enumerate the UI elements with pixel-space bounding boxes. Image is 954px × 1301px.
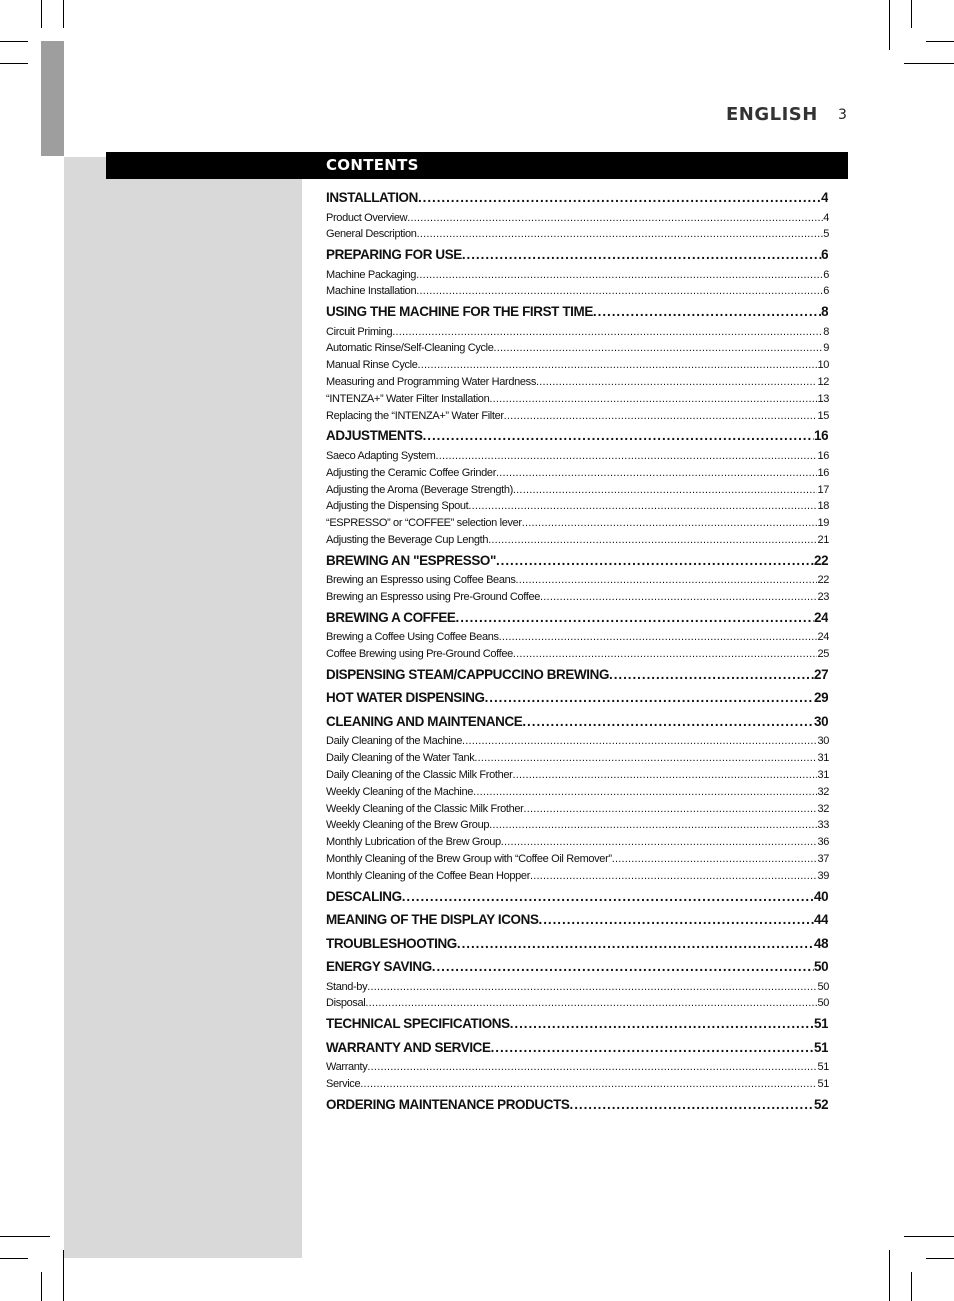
toc-section-page: 50 [813, 958, 829, 975]
crop-mark [889, 0, 890, 50]
toc-section[interactable] [326, 1036, 828, 1060]
toc-section-page: 30 [813, 712, 829, 729]
toc-section-page: 48 [813, 934, 829, 951]
toc-section[interactable] [326, 606, 828, 630]
toc-entry-title: Saeco Adapting System [326, 449, 436, 462]
toc-entry-page: 50 [817, 980, 829, 993]
toc-entry-page: 25 [817, 648, 829, 661]
table-of-contents [326, 186, 829, 1116]
toc-entry[interactable] [326, 408, 829, 425]
dot-leader [593, 300, 821, 324]
toc-entry-page: 51 [817, 1078, 829, 1090]
toc-entry-title: Replacing the “INTENZA+” Water Filter [326, 409, 504, 422]
dot-leader [418, 186, 821, 210]
toc-entry-title: Daily Cleaning of the Classic Milk Frother [326, 769, 513, 782]
toc-entry-page: 19 [817, 517, 829, 530]
toc-entry-title: Product Overview [326, 211, 408, 224]
toc-entry[interactable] [326, 995, 829, 1012]
toc-entry[interactable] [326, 226, 829, 243]
toc-section[interactable] [326, 955, 828, 979]
toc-entry-title: Weekly Cleaning of the Classic Milk Frother [326, 802, 524, 815]
toc-section-title: PREPARING FOR USE [326, 246, 462, 263]
crop-mark [911, 1272, 912, 1301]
dot-leader [510, 1012, 814, 1036]
toc-entry[interactable] [326, 340, 829, 357]
toc-entry-page: 22 [817, 574, 829, 587]
toc-section-title: TECHNICAL SPECIFICATIONS [326, 1015, 510, 1032]
toc-section-page: 16 [813, 427, 829, 444]
toc-entry[interactable] [326, 465, 829, 482]
toc-section[interactable] [326, 908, 828, 932]
dot-leader [536, 374, 817, 391]
toc-section-page: 8 [821, 303, 829, 320]
toc-entry[interactable] [326, 374, 829, 391]
toc-entry-title: Daily Cleaning of the Water Tank [326, 752, 475, 765]
toc-entry-page: 8 [823, 325, 829, 338]
dot-leader [513, 482, 818, 499]
toc-entry-title: Brewing an Espresso using Pre-Ground Coffee [326, 591, 541, 604]
dot-leader [367, 979, 817, 996]
toc-entry[interactable] [326, 834, 829, 851]
dot-leader [530, 868, 817, 885]
toc-section-page: 4 [821, 189, 829, 205]
toc-entry[interactable] [326, 750, 829, 767]
toc-section[interactable] [326, 186, 828, 210]
toc-entry-title: Manual Rinse Cycle [326, 359, 418, 372]
dot-leader [416, 267, 823, 284]
toc-entry[interactable] [326, 801, 829, 818]
toc-section[interactable] [326, 932, 828, 956]
toc-entry[interactable] [326, 589, 829, 606]
toc-section[interactable] [326, 885, 828, 909]
toc-entry[interactable] [326, 357, 829, 374]
toc-entry[interactable] [326, 482, 829, 499]
dot-leader [522, 710, 814, 734]
dot-leader [496, 549, 814, 573]
toc-entry-title: Brewing an Espresso using Coffee Beans [326, 574, 516, 587]
toc-entry-page: 17 [817, 483, 829, 496]
toc-entry-title: Coffee Brewing using Pre-Ground Coffee [326, 648, 513, 661]
dot-leader [501, 834, 818, 851]
toc-entry-title: Adjusting the Ceramic Coffee Grinder [326, 466, 497, 479]
dot-leader [360, 1076, 817, 1093]
crop-mark [63, 0, 64, 28]
toc-section-title: MEANING OF THE DISPLAY ICONS [326, 911, 539, 928]
toc-entry-title: “INTENZA+” Water Filter Installation [326, 392, 490, 405]
dot-leader [468, 498, 817, 515]
toc-entry[interactable] [326, 629, 829, 646]
dot-leader [524, 801, 818, 818]
toc-entry[interactable] [326, 646, 829, 663]
toc-entry-page: 51 [817, 1061, 829, 1074]
toc-section[interactable] [326, 1093, 828, 1117]
dot-leader [504, 408, 818, 425]
crop-mark [904, 63, 954, 64]
dot-leader [494, 340, 824, 357]
toc-section-page: 51 [813, 1015, 829, 1032]
dot-leader [489, 817, 817, 834]
toc-entry-title: Circuit Priming [326, 325, 393, 338]
toc-section-title: TROUBLESHOOTING [326, 934, 457, 951]
toc-entry-page: 50 [817, 997, 829, 1010]
toc-entry[interactable] [326, 391, 829, 408]
toc-section-page: 27 [813, 665, 829, 682]
toc-section[interactable] [326, 243, 828, 267]
toc-entry-title: Disposal [326, 997, 366, 1010]
crop-mark [926, 1258, 954, 1259]
toc-entry-page: 4 [823, 211, 829, 224]
page-number: 3 [838, 107, 847, 123]
dot-leader [402, 885, 814, 909]
toc-entry[interactable] [326, 210, 829, 227]
edge-tab [41, 41, 64, 156]
dot-leader [456, 606, 814, 630]
crop-mark [0, 1236, 50, 1237]
dot-leader [462, 733, 817, 750]
toc-section-page: 52 [813, 1095, 829, 1112]
toc-section-page: 51 [813, 1038, 829, 1055]
dot-leader [392, 324, 823, 341]
toc-section-page: 44 [813, 911, 829, 928]
toc-entry-title: Warranty [326, 1061, 368, 1074]
toc-entry[interactable] [326, 267, 829, 284]
toc-entry-page: 23 [817, 591, 829, 604]
dot-leader [418, 357, 818, 374]
toc-entry-page: 15 [817, 409, 829, 422]
dot-leader [367, 1059, 817, 1076]
toc-section[interactable] [326, 710, 828, 734]
toc-section-title: WARRANTY AND SERVICE [326, 1038, 491, 1055]
toc-entry[interactable] [326, 733, 829, 750]
toc-section-title: CLEANING AND MAINTENANCE [326, 712, 523, 729]
toc-entry-page: 21 [817, 533, 829, 546]
toc-section[interactable] [326, 686, 828, 710]
toc-entry-page: 5 [823, 228, 829, 241]
crop-mark [889, 1250, 890, 1301]
dot-leader [512, 767, 817, 784]
toc-section[interactable] [326, 424, 828, 448]
toc-entry-page: 30 [817, 735, 829, 748]
toc-entry-page: 16 [817, 466, 829, 479]
toc-section-page: 6 [821, 246, 829, 263]
toc-entry-title: Stand-by [326, 980, 368, 993]
toc-entry[interactable] [326, 532, 829, 549]
dot-leader [489, 391, 817, 408]
toc-entry-page: 13 [817, 392, 829, 405]
toc-entry[interactable] [326, 767, 829, 784]
toc-section-page: 22 [813, 551, 829, 568]
toc-entry-page: 10 [817, 359, 829, 372]
crop-mark [41, 1272, 42, 1301]
language-label: ENGLISH [726, 104, 818, 125]
crop-mark [41, 0, 42, 28]
toc-entry[interactable] [326, 515, 829, 532]
toc-section[interactable] [326, 300, 828, 324]
dot-leader [496, 465, 817, 482]
toc-entry-title: Brewing a Coffee Using Coffee Beans [326, 631, 499, 644]
toc-entry-title: Adjusting the Beverage Cup Length [326, 533, 489, 546]
toc-section[interactable] [326, 549, 828, 573]
toc-entry[interactable] [326, 283, 829, 300]
dot-leader [539, 908, 814, 932]
dot-leader [365, 995, 817, 1012]
dot-leader [612, 851, 818, 868]
dot-leader [516, 572, 818, 589]
toc-entry-page: 31 [817, 752, 829, 765]
dot-leader [416, 283, 823, 300]
toc-entry-page: 6 [823, 268, 829, 281]
contents-title: CONTENTS [326, 156, 419, 174]
toc-entry[interactable] [326, 448, 829, 465]
toc-entry-title: Daily Cleaning of the Machine [326, 735, 462, 748]
dot-leader [569, 1093, 814, 1117]
toc-section[interactable] [326, 663, 828, 687]
dot-leader [522, 515, 818, 532]
toc-section-title: BREWING AN "ESPRESSO" [326, 551, 496, 568]
dot-leader [462, 243, 821, 267]
dot-leader [540, 589, 817, 606]
toc-section[interactable] [326, 1012, 828, 1036]
toc-entry[interactable] [326, 324, 829, 341]
toc-section-title: ORDERING MAINTENANCE PRODUCTS [326, 1095, 570, 1112]
toc-entry-title: “ESPRESSO” or “COFFEE” selection lever [326, 517, 522, 530]
toc-entry-page: 32 [817, 785, 829, 798]
toc-section-title: DISPENSING STEAM/CAPPUCCINO BREWING [326, 665, 610, 682]
toc-entry[interactable] [326, 1076, 829, 1093]
toc-entry-title: Adjusting the Aroma (Beverage Strength) [326, 483, 513, 496]
toc-section-page: 24 [813, 608, 829, 625]
dot-leader [417, 226, 824, 243]
crop-mark [926, 41, 954, 42]
toc-entry-title: Measuring and Programming Water Hardness [326, 376, 536, 389]
toc-section-title: INSTALLATION [326, 189, 418, 205]
toc-entry[interactable] [326, 784, 829, 801]
toc-entry-page: 36 [817, 836, 829, 849]
toc-entry-title: Monthly Lubrication of the Brew Group [326, 836, 501, 849]
toc-entry-page: 12 [817, 376, 829, 389]
dot-leader [513, 646, 818, 663]
toc-entry[interactable] [326, 817, 829, 834]
toc-entry[interactable] [326, 868, 829, 885]
toc-section-title: ADJUSTMENTS [326, 427, 423, 444]
dot-leader [609, 663, 814, 687]
toc-entry-page: 31 [817, 769, 829, 782]
dot-leader [457, 932, 814, 956]
toc-entry-title: Monthly Cleaning of the Coffee Bean Hopper [326, 869, 531, 882]
toc-section-title: BREWING A COFFEE [326, 608, 456, 625]
toc-entry[interactable] [326, 498, 829, 515]
dot-leader [474, 750, 817, 767]
dot-leader [407, 210, 823, 227]
toc-entry-page: 39 [817, 869, 829, 882]
toc-entry-title: Service [326, 1078, 361, 1090]
crop-mark [0, 41, 28, 42]
toc-entry[interactable] [326, 572, 829, 589]
toc-entry-page: 33 [817, 819, 829, 832]
toc-entry-page: 18 [817, 500, 829, 513]
toc-entry-page: 24 [817, 631, 829, 644]
dot-leader [485, 686, 814, 710]
toc-section-title: HOT WATER DISPENSING [326, 689, 485, 706]
contents-header-bar [106, 152, 848, 179]
left-gray-panel [64, 157, 302, 1258]
toc-entry[interactable] [326, 979, 829, 996]
toc-entry-page: 9 [823, 342, 829, 355]
toc-entry-title: Machine Installation [326, 285, 417, 298]
toc-entry-title: Monthly Cleaning of the Brew Group with “Coffee Oil Remover” [326, 853, 612, 866]
dot-leader [488, 532, 817, 549]
toc-entry-page: 6 [823, 285, 829, 298]
toc-section-title: DESCALING [326, 887, 402, 904]
toc-section-page: 29 [813, 689, 829, 706]
toc-entry[interactable] [326, 851, 829, 868]
toc-section-page: 40 [813, 887, 829, 904]
toc-entry-title: Weekly Cleaning of the Brew Group [326, 819, 490, 832]
toc-entry-title: Weekly Cleaning of the Machine [326, 785, 474, 798]
toc-section-title: USING THE MACHINE FOR THE FIRST TIME [326, 303, 593, 320]
toc-entry-page: 16 [817, 449, 829, 462]
toc-entry[interactable] [326, 1059, 829, 1076]
crop-mark [904, 1236, 954, 1237]
toc-section-title: ENERGY SAVING [326, 958, 432, 975]
toc-entry-page: 32 [817, 802, 829, 815]
toc-entry-title: Machine Packaging [326, 268, 417, 281]
dot-leader [432, 955, 814, 979]
dot-leader [473, 784, 817, 801]
toc-entry-title: General Description [326, 228, 417, 241]
toc-entry-title: Adjusting the Dispensing Spout [326, 500, 469, 513]
crop-mark [0, 1258, 28, 1259]
dot-leader [435, 448, 817, 465]
dot-leader [423, 424, 814, 448]
crop-mark [911, 0, 912, 28]
crop-mark [0, 63, 28, 64]
toc-entry-page: 37 [817, 853, 829, 866]
dot-leader [499, 629, 818, 646]
dot-leader [491, 1036, 814, 1060]
toc-entry-title: Automatic Rinse/Self-Cleaning Cycle [326, 342, 494, 355]
